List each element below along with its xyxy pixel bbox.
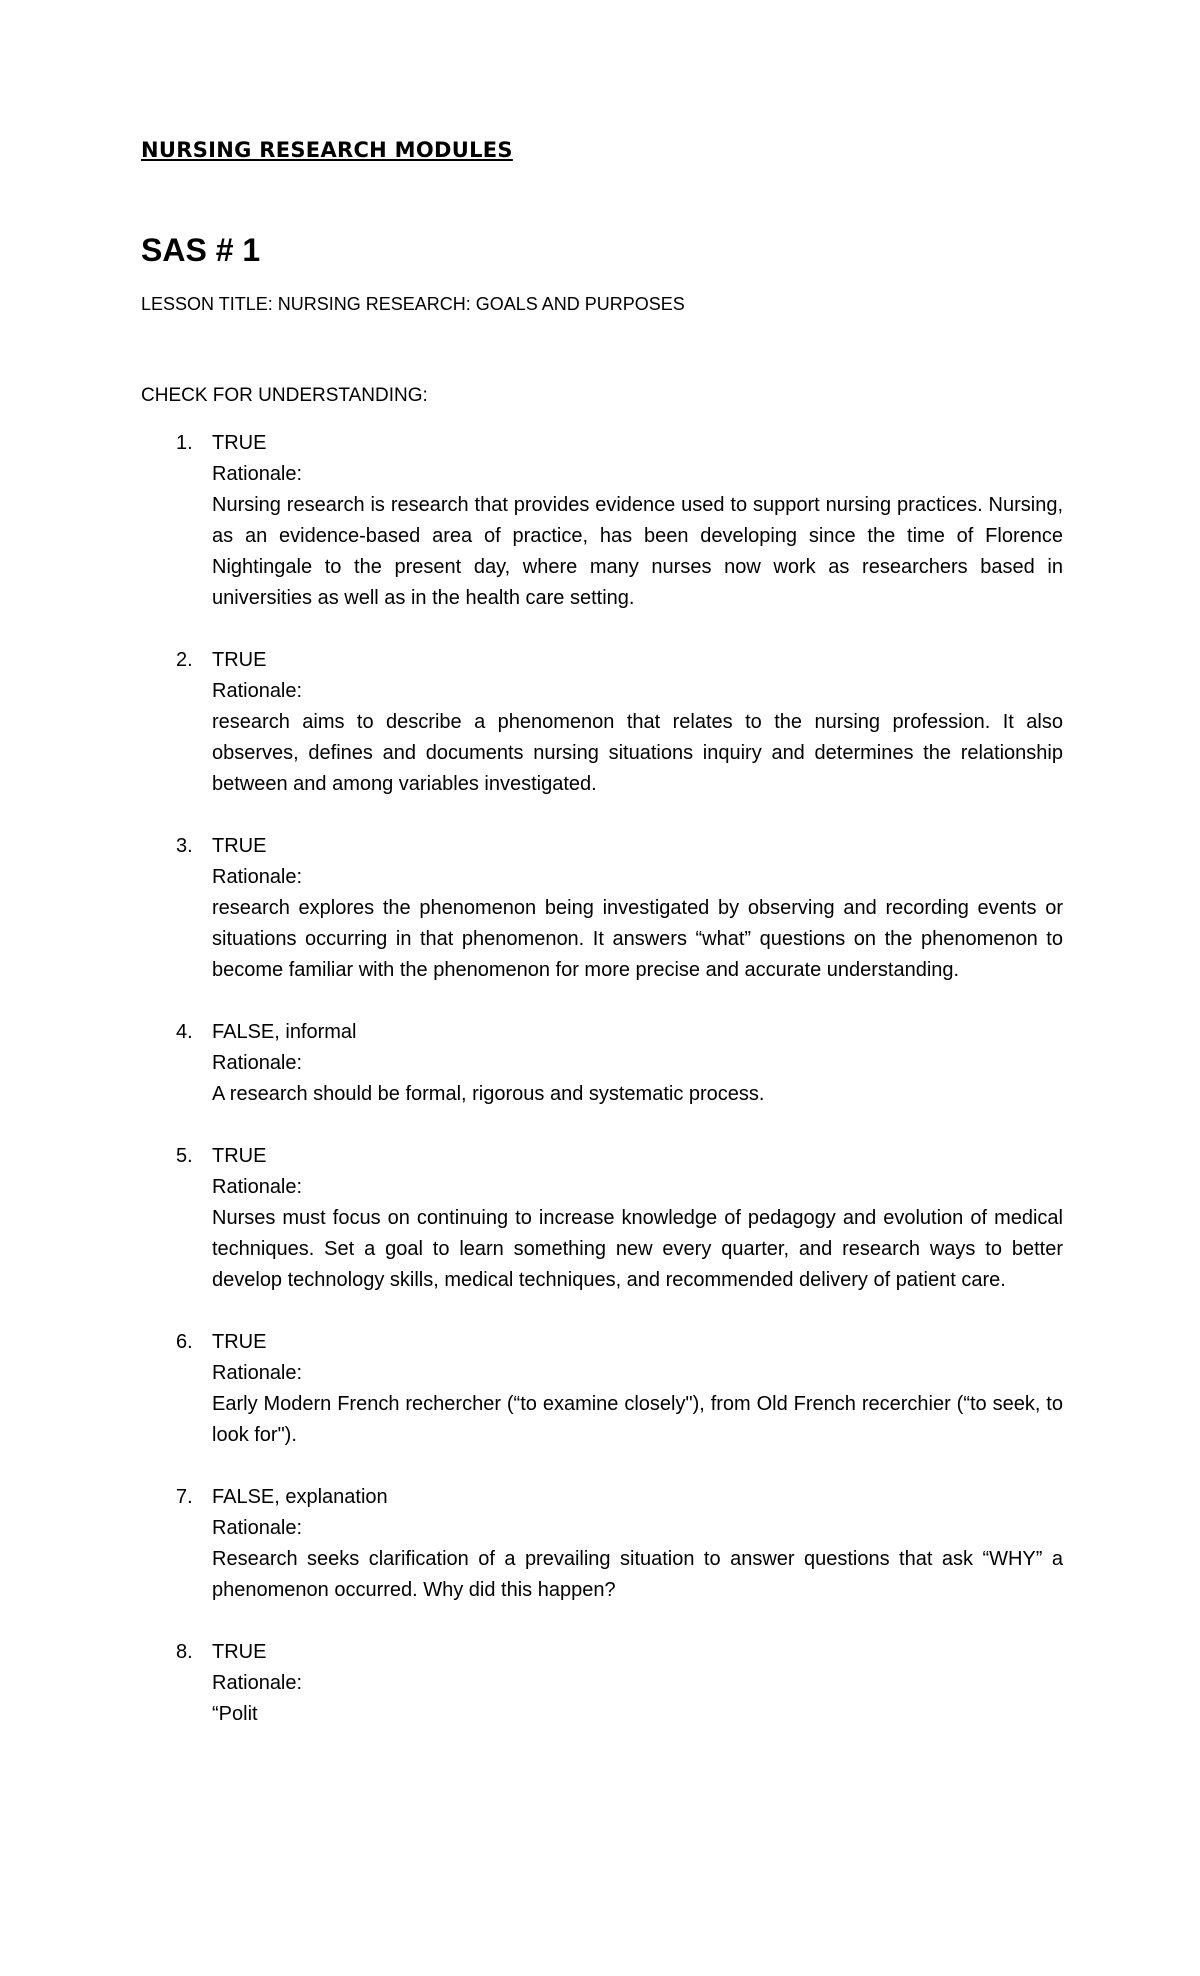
item-number: 1. bbox=[176, 432, 193, 454]
item-number: 2. bbox=[176, 649, 193, 671]
item-number: 5. bbox=[176, 1145, 193, 1167]
rationale-text: research explores the phenomenon being investigated by observing and recording events or situations occurring in that phenomenon. It answers “what” questions on the phenomenon to become familiar with the phenomenon for more precise and accurate understanding. bbox=[212, 897, 1063, 981]
rationale-label: Rationale: bbox=[212, 1176, 303, 1198]
item-number: 8. bbox=[176, 1641, 193, 1663]
rationale-label: Rationale: bbox=[212, 680, 303, 702]
item-answer: FALSE, explanation bbox=[212, 1486, 388, 1508]
rationale-label: Rationale: bbox=[212, 1672, 303, 1694]
item-number: 7. bbox=[176, 1486, 193, 1508]
rationale-label: Rationale: bbox=[212, 1052, 303, 1074]
rationale-text: Nurses must focus on continuing to increase knowledge of pedagogy and evolution of medical techniques. Set a goal to learn something new every quarter, and research ways to better develop technology skills, medical techniques, and recommended delivery of patient care. bbox=[212, 1207, 1063, 1291]
answer-item-5 bbox=[141, 1141, 1063, 1296]
answer-item-3 bbox=[141, 831, 1063, 986]
lesson-title: LESSON TITLE: NURSING RESEARCH: GOALS AND PURPOSES bbox=[141, 294, 685, 314]
item-answer: FALSE, informal bbox=[212, 1021, 357, 1043]
rationale-text: A research should be formal, rigorous and systematic process. bbox=[212, 1083, 765, 1105]
rationale-text: Research seeks clarification of a prevailing situation to answer questions that ask “WHY” a phenomenon occurred. Why did this happen? bbox=[212, 1548, 1063, 1601]
sas-title: SAS # 1 bbox=[141, 232, 261, 268]
item-answer: TRUE bbox=[212, 835, 267, 857]
answer-list bbox=[141, 428, 1063, 1761]
answer-item-8 bbox=[141, 1637, 1063, 1730]
rationale-label: Rationale: bbox=[212, 1517, 303, 1539]
item-number: 4. bbox=[176, 1021, 193, 1043]
rationale-label: Rationale: bbox=[212, 1362, 303, 1384]
check-for-understanding-heading: CHECK FOR UNDERSTANDING: bbox=[141, 385, 428, 406]
rationale-label: Rationale: bbox=[212, 463, 303, 485]
answer-item-4 bbox=[141, 1017, 1063, 1110]
document-header: NURSING RESEARCH MODULES bbox=[141, 138, 513, 162]
item-answer: TRUE bbox=[212, 432, 267, 454]
answer-item-2 bbox=[141, 645, 1063, 800]
item-answer: TRUE bbox=[212, 1145, 267, 1167]
item-number: 6. bbox=[176, 1331, 193, 1353]
item-answer: TRUE bbox=[212, 1641, 267, 1663]
item-answer: TRUE bbox=[212, 649, 267, 671]
answer-item-1 bbox=[141, 428, 1063, 614]
item-number: 3. bbox=[176, 835, 193, 857]
item-answer: TRUE bbox=[212, 1331, 267, 1353]
rationale-text: Early Modern French rechercher (“to examine closely"), from Old French recerchier (“to seek, to look for"). bbox=[212, 1393, 1063, 1446]
rationale-text: “Polit bbox=[212, 1703, 258, 1725]
rationale-text: Nursing research is research that provides evidence used to support nursing practices. Nursing, as an evidence-based area of practice, has been developing since the time of Florence Nightingale to the present day, where many nurses now work as researchers based in universities as well as in the health care setting. bbox=[212, 494, 1063, 609]
rationale-label: Rationale: bbox=[212, 866, 303, 888]
rationale-text: research aims to describe a phenomenon that relates to the nursing profession. It also observes, defines and documents nursing situations inquiry and determines the relationship between and among variables investigated. bbox=[212, 711, 1063, 795]
answer-item-6 bbox=[141, 1327, 1063, 1451]
answer-item-7 bbox=[141, 1482, 1063, 1606]
